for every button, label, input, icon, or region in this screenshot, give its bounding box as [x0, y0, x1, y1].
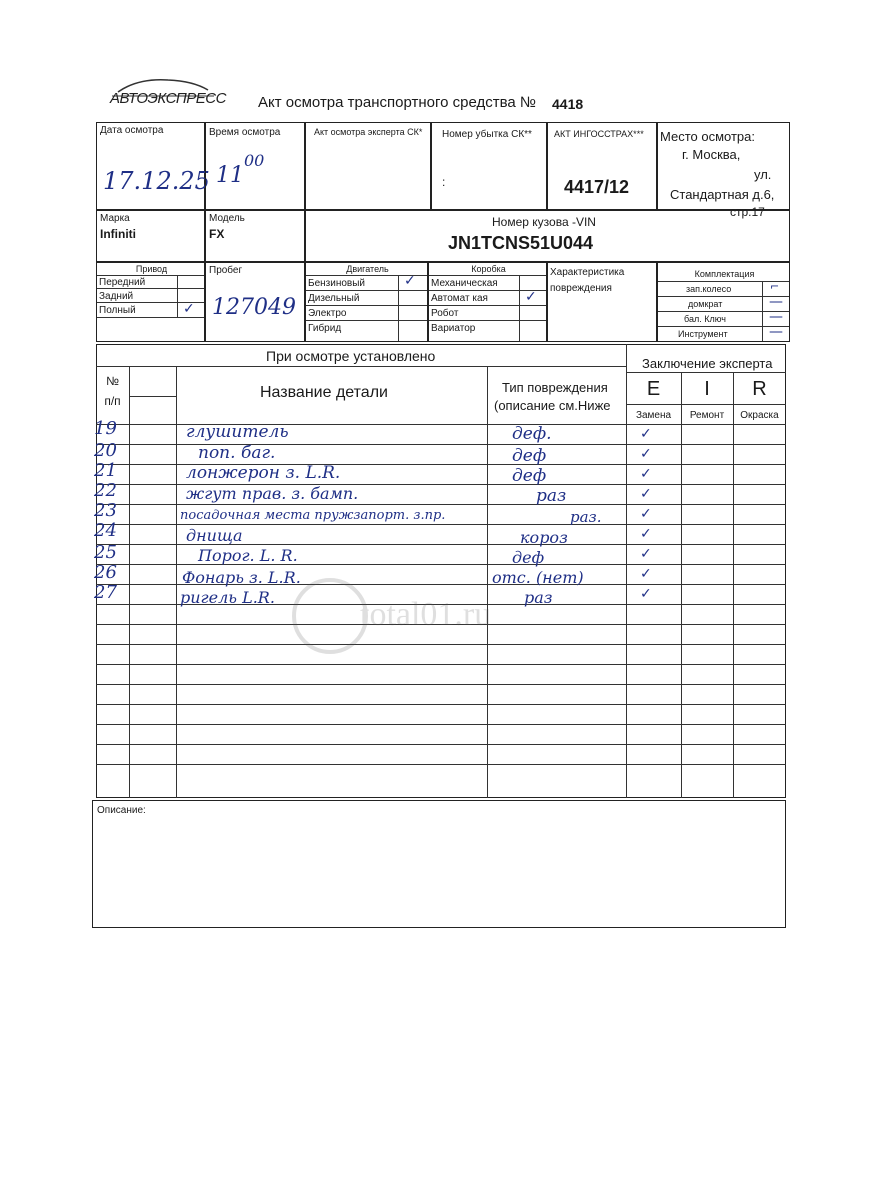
equipment-tools: Инструмент	[678, 329, 728, 339]
model-value: FX	[209, 227, 225, 241]
part-name: Порог. L. R.	[198, 546, 298, 565]
part-name: поп. баг.	[198, 443, 276, 463]
logo-text: АВТОЭКСПРЕСС	[110, 90, 226, 107]
part-name: Фонарь з. L.R.	[182, 568, 301, 587]
loss-number-cell	[431, 122, 547, 210]
vin-value: JN1TCNS51U044	[448, 233, 594, 253]
page-title: Акт осмотра транспортного средства №	[258, 94, 537, 111]
loss-number-value: :	[442, 175, 446, 189]
replace-check-icon: ✓	[640, 426, 652, 442]
replace-check-icon: ✓	[640, 446, 652, 462]
damage-type: деф.	[512, 424, 552, 444]
row-number: 20	[94, 440, 117, 461]
gearbox-title: Коробка	[471, 264, 506, 274]
make-label: Марка	[100, 213, 130, 224]
ingos-value: 4417/12	[564, 177, 630, 197]
drive-front: Передний	[99, 277, 146, 288]
engine-petrol: Бензиновый	[308, 278, 365, 289]
col-i-label: I	[704, 378, 710, 400]
engine-electro: Электро	[308, 308, 347, 319]
equipment-jack: домкрат	[688, 299, 723, 309]
place-line-2: ул.	[754, 167, 772, 182]
col-paint-label: Окраска	[740, 410, 779, 421]
watermark-text: total01.ru	[360, 596, 492, 633]
mileage-cell	[205, 262, 305, 342]
row-number-label-2: п/п	[104, 394, 121, 408]
engine-cell	[305, 262, 428, 342]
header-subline	[129, 396, 176, 397]
equipment-tools-dash-icon: —	[769, 324, 783, 340]
gearbox-manual: Механическая	[431, 278, 498, 289]
place-cell	[657, 122, 790, 219]
row-number: 22	[94, 480, 117, 501]
mileage-value: 127049	[212, 295, 296, 320]
row-number-label-1: №	[106, 374, 119, 388]
time-label: Время осмотра	[209, 127, 281, 138]
logo	[108, 76, 226, 110]
vin-label: Номер кузова -VIN	[492, 215, 596, 229]
replace-check-icon: ✓	[640, 466, 652, 482]
date-value: 17.12.25	[103, 167, 210, 195]
row-number: 19	[94, 418, 117, 439]
damage-type: деф	[512, 548, 545, 567]
damage-type-label-1: Тип повреждения	[502, 380, 608, 395]
drive-full-check-icon: ✓	[183, 301, 195, 317]
damage-type: раз.	[570, 508, 602, 526]
part-name-label: Название детали	[260, 384, 388, 401]
row-number: 21	[94, 460, 117, 481]
replace-check-icon: ✓	[640, 506, 652, 522]
damage-type: деф	[512, 466, 547, 486]
replace-check-icon: ✓	[640, 526, 652, 542]
act-number: 4418	[552, 96, 584, 112]
damage-type: раз	[536, 486, 567, 506]
loss-number-label: Номер убытка СК**	[442, 129, 532, 140]
damage-char-label-2: повреждения	[550, 283, 612, 294]
drive-title: Привод	[135, 264, 168, 274]
model-cell	[205, 210, 305, 262]
time-cell	[205, 122, 305, 210]
ingos-label: АКТ ИНГОССТРАХ***	[554, 129, 644, 139]
equipment-spare: зап.колесо	[686, 284, 732, 294]
make-cell	[96, 210, 205, 262]
gearbox-auto: Автомат кая	[431, 293, 488, 304]
row-number: 23	[94, 500, 117, 521]
col-repair-label: Ремонт	[689, 410, 725, 421]
place-line-4: стр.17	[730, 205, 765, 219]
damage-type: деф	[512, 446, 547, 466]
description-label: Описание:	[97, 805, 146, 816]
damage-char-label-1: Характеристика	[550, 267, 625, 278]
col-r-label: R	[752, 378, 767, 400]
time-hours: 11	[216, 163, 244, 188]
replace-check-icon: ✓	[640, 486, 652, 502]
part-name: ригель L.R.	[180, 588, 275, 607]
place-line-1: г. Москва,	[682, 147, 741, 162]
gearbox-robot: Робот	[431, 308, 459, 319]
damage-char-cell	[547, 262, 657, 342]
row-number: 27	[94, 582, 117, 603]
place-label: Место осмотра:	[660, 129, 755, 144]
equipment-jack-dash-icon: —	[769, 294, 783, 310]
vin-cell	[305, 210, 790, 262]
drive-full: Полный	[99, 305, 136, 316]
description-box	[92, 800, 786, 928]
expert-conclusion-title: Заключение эксперта	[642, 356, 773, 371]
part-name: днища	[186, 526, 243, 545]
replace-check-icon: ✓	[640, 546, 652, 562]
drive-rear: Задний	[99, 291, 134, 302]
equipment-cell	[657, 262, 790, 342]
drive-cell	[96, 262, 205, 342]
make-value: Infiniti	[100, 227, 136, 241]
engine-hybrid: Гибрид	[308, 323, 342, 334]
row-number: 24	[94, 520, 117, 541]
equipment-title: Комплектация	[694, 269, 755, 279]
damage-type: отс. (нет)	[492, 568, 584, 587]
equipment-spare-check-icon: ⌐	[770, 280, 780, 293]
engine-petrol-check-icon: ✓	[404, 273, 416, 289]
replace-check-icon: ✓	[640, 566, 652, 582]
part-name: глушитель	[186, 422, 289, 442]
damage-type-label-2: (описание см.Ниже	[494, 398, 611, 413]
expert-act-label: Акт осмотра эксперта СК*	[314, 127, 423, 137]
replace-check-icon: ✓	[640, 586, 652, 602]
time-minutes: 00	[244, 151, 265, 170]
date-label: Дата осмотра	[100, 125, 164, 136]
expert-act-cell	[305, 122, 431, 210]
damage-type: короз	[520, 528, 568, 547]
part-name: жгут прав. з. бамп.	[186, 484, 359, 503]
date-cell	[96, 122, 210, 210]
row-number: 25	[94, 542, 117, 563]
mileage-label: Пробег	[209, 265, 243, 276]
place-line-3: Стандартная д.6,	[670, 187, 775, 202]
equipment-key-dash-icon: —	[769, 309, 783, 325]
row-number: 26	[94, 562, 117, 583]
model-label: Модель	[209, 213, 245, 224]
gearbox-cell	[428, 262, 547, 342]
col-e-label: E	[646, 378, 661, 400]
col-replace-label: Замена	[635, 410, 672, 421]
part-name: лонжерон з. L.R.	[186, 463, 341, 483]
ingos-cell	[547, 122, 657, 210]
engine-diesel: Дизельный	[308, 293, 360, 304]
part-name: посадочная места пружзапорт. з.пр.	[180, 508, 446, 523]
equipment-key: бал. Ключ	[684, 314, 726, 324]
gearbox-cvt: Вариатор	[431, 323, 476, 334]
findings-title: При осмотре установлено	[266, 348, 436, 364]
engine-title: Двигатель	[346, 264, 389, 274]
gearbox-auto-check-icon: ✓	[525, 289, 537, 305]
damage-type: раз	[524, 588, 553, 607]
watermark-circle-icon	[290, 576, 370, 656]
